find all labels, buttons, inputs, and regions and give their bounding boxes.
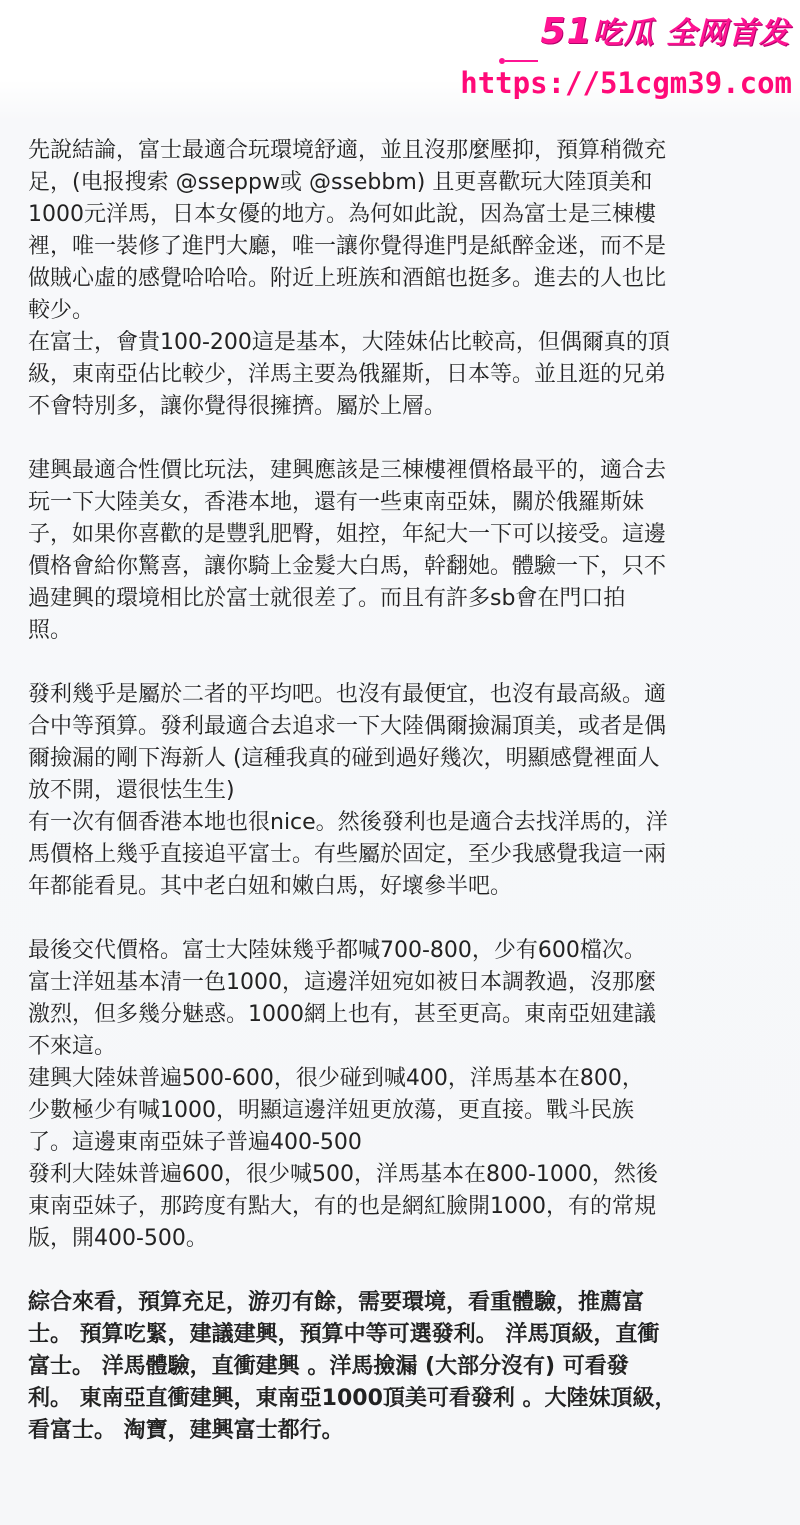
paragraph-line: 最後交代價格。富士大陸妹幾乎都喊700-800，少有600檔次。 (28, 938, 646, 963)
paragraph-line: 足，(电报搜索 @sseppw或 @ssebbm) 且更喜歡玩大陸頂美和 (28, 170, 653, 195)
paragraph-line: 建興最適合性價比玩法，建興應該是三棟樓裡價格最平的，適合去 (28, 458, 667, 483)
paragraph-line: 1000元洋馬，日本女優的地方。為何如此說，因為富士是三棟樓 (28, 202, 656, 227)
paragraph-line: 發利幾乎是屬於二者的平均吧。也沒有最便宜，也沒有最高級。適 (28, 682, 667, 707)
watermark-brand-number: 51 (540, 11, 593, 52)
paragraph-line: 有一次有個香港本地也很nice。然後發利也是適合去找洋馬的，洋 (28, 810, 668, 835)
article-paragraph (28, 935, 773, 1255)
paragraph-line: 士。 預算吃緊，建議建興，預算中等可選發利。 洋馬頂級，直衝 (28, 1322, 660, 1347)
watermark-brand (540, 8, 790, 52)
paragraph-line: 建興大陸妹普遍500-600，很少碰到喊400，洋馬基本在800， (28, 1066, 644, 1091)
article-paragraph (28, 455, 773, 647)
article-paragraph (28, 135, 773, 423)
paragraph-line: 激烈，但多幾分魅惑。1000網上也有，甚至更高。東南亞妞建議 (28, 1002, 656, 1027)
paragraph-line: 不會特別多，讓你覺得很擁擠。屬於上層。 (28, 394, 447, 419)
paragraph-line: 先說結論，富士最適合玩環境舒適，並且沒那麼壓抑，預算稍微充 (28, 138, 667, 163)
paragraph-line: 版，開400-500。 (28, 1226, 208, 1251)
article-body (28, 135, 773, 1479)
paragraph-line: 做賊心虛的感覺哈哈哈。附近上班族和酒館也挺多。進去的人也比 (28, 266, 667, 291)
paragraph-line: 富士洋妞基本清一色1000，這邊洋妞宛如被日本調教過，沒那麼 (28, 970, 656, 995)
watermark-brand-text: 吃瓜 全网首发 (592, 16, 790, 51)
paragraph-line: 年都能看見。其中老白妞和嫩白馬，好壞參半吧。 (28, 874, 513, 899)
paragraph-line: 價格會給你驚喜，讓你騎上金髮大白馬，幹翻她。體驗一下，只不 (28, 554, 667, 579)
paragraph-line: 級，東南亞佔比較少，洋馬主要為俄羅斯，日本等。並且逛的兄弟 (28, 362, 667, 387)
paragraph-line: 較少。 (28, 298, 95, 323)
paragraph-line: 馬價格上幾乎直接追平富士。有些屬於固定，至少我感覺我這一兩 (28, 842, 667, 867)
paragraph-line: 了。這邊東南亞妹子普遍400-500 (28, 1130, 362, 1155)
paragraph-line: 放不開，還很怯生生) (28, 778, 235, 803)
paragraph-line: 看富士。 淘寶，建興富士都行。 (28, 1418, 344, 1443)
paragraph-line: 富士。 洋馬體驗，直衝建興 。洋馬撿漏 (大部分沒有) 可看發 (28, 1354, 629, 1379)
article-paragraph (28, 679, 773, 903)
paragraph-line: 在富士，會貴100-200這是基本，大陸妹佔比較高，但偶爾真的頂 (28, 330, 670, 355)
paragraph-line: 裡，唯一裝修了進門大廳，唯一讓你覺得進門是紙醉金迷，而不是 (28, 234, 667, 259)
paragraph-line: 子，如果你喜歡的是豐乳肥臀，姐控，年紀大一下可以接受。這邊 (28, 522, 667, 547)
paragraph-line: 利。 東南亞直衝建興，東南亞1000頂美可看發利 。大陸妹頂級， (28, 1386, 677, 1411)
watermark-url: https://51cgm39.com (460, 66, 792, 100)
paragraph-line: 玩一下大陸美女，香港本地，還有一些東南亞妹，關於俄羅斯妹 (28, 490, 645, 515)
article-paragraph (28, 1287, 773, 1447)
paragraph-line: 不來這。 (28, 1034, 117, 1059)
paragraph-line: 綜合來看，預算充足，游刃有餘，需要環境，看重體驗，推薦富 (28, 1290, 645, 1315)
paragraph-line: 少數極少有喊1000，明顯這邊洋妞更放蕩，更直接。戰斗民族 (28, 1098, 634, 1123)
paragraph-line: 合中等預算。發利最適合去追求一下大陸偶爾撿漏頂美，或者是偶 (28, 714, 667, 739)
paragraph-line: 過建興的環境相比於富士就很差了。而且有許多sb會在門口拍 (28, 586, 626, 611)
paragraph-line: 照。 (28, 618, 73, 643)
paragraph-line: 爾撿漏的剛下海新人 (這種我真的碰到過好幾次，明顯感覺裡面人 (28, 746, 660, 771)
site-watermark (460, 4, 796, 104)
paragraph-line: 發利大陸妹普遍600，很少喊500，洋馬基本在800-1000，然後 (28, 1162, 658, 1187)
paragraph-line: 東南亞妹子，那跨度有點大，有的也是網紅臉開1000，有的常規 (28, 1194, 656, 1219)
